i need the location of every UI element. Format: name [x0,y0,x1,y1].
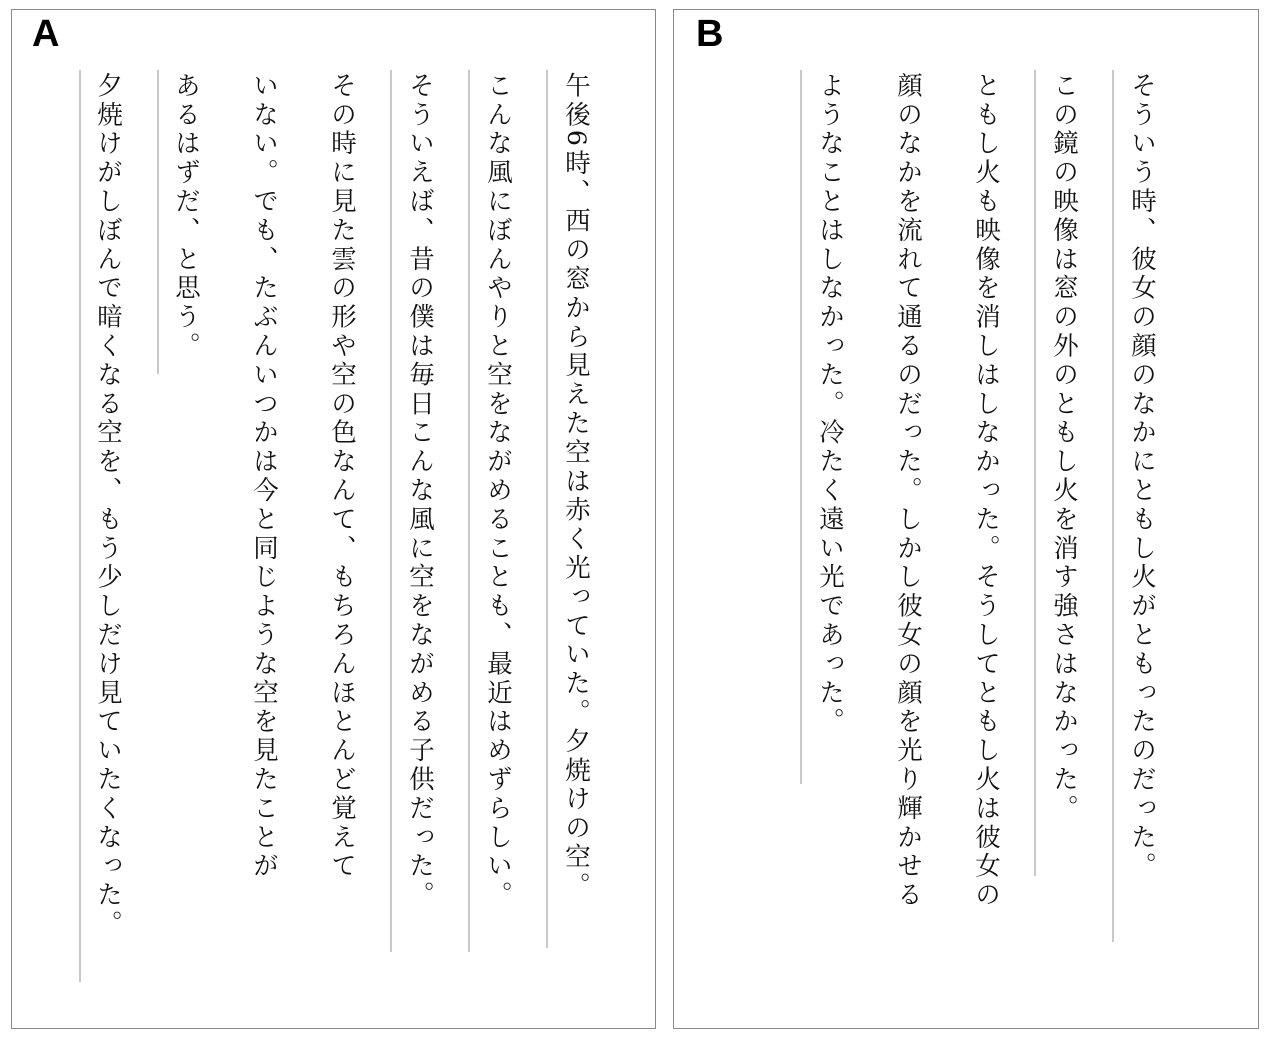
paragraph-rule [468,70,470,952]
paragraph-line: ともし火も映像を消しはしなかった。そうしてともし火は彼女の [971,72,1001,911]
paragraph-rule [157,70,159,374]
paragraph-rule [1034,70,1036,876]
panel-b [673,9,1259,1029]
paragraph-line: こんな風にぼんやりと空をながめることも、最近はめずらしい。 [483,72,513,911]
panel-a-label: A [32,13,60,55]
paragraph-rule [79,70,81,982]
panel-a [11,9,656,1029]
paragraph-line: いない。でも、たぶんいつかは今と同じような空を見たことが [249,72,279,882]
paragraph-line: 夕焼けがしぼんで暗くなる空を、もう少しだけ見ていたくなった。 [93,72,123,939]
paragraph-line: この鏡の映像は窓の外のともし火を消す強さはなかった。 [1049,72,1079,824]
paragraph-rule [1112,70,1114,942]
paragraph-line: ようなことはしなかった。冷たく遠い光であった。 [815,72,845,737]
panel-b-label: B [696,13,724,55]
paragraph-line: その時に見た雲の形や空の色なんて、もちろんほとんど覚えて [327,72,357,882]
paragraph-line: そういう時、彼女の顔のなかにともし火がともったのだった。 [1127,72,1157,882]
paragraph-rule [800,70,802,784]
paragraph-line: 午後6時、西の窓から見えた空は赤く光っていた。夕焼けの空。 [561,72,591,901]
paragraph-rule [390,70,392,952]
paragraph-line: 顔のなかを流れて通るのだった。しかし彼女の顔を光り輝かせる [893,72,923,911]
paragraph-line: あるはずだ、と思う。 [171,72,201,361]
paragraph-line: そういえば、昔の僕は毎日こんな風に空をながめる子供だった。 [405,72,435,911]
paragraph-rule [546,70,548,948]
